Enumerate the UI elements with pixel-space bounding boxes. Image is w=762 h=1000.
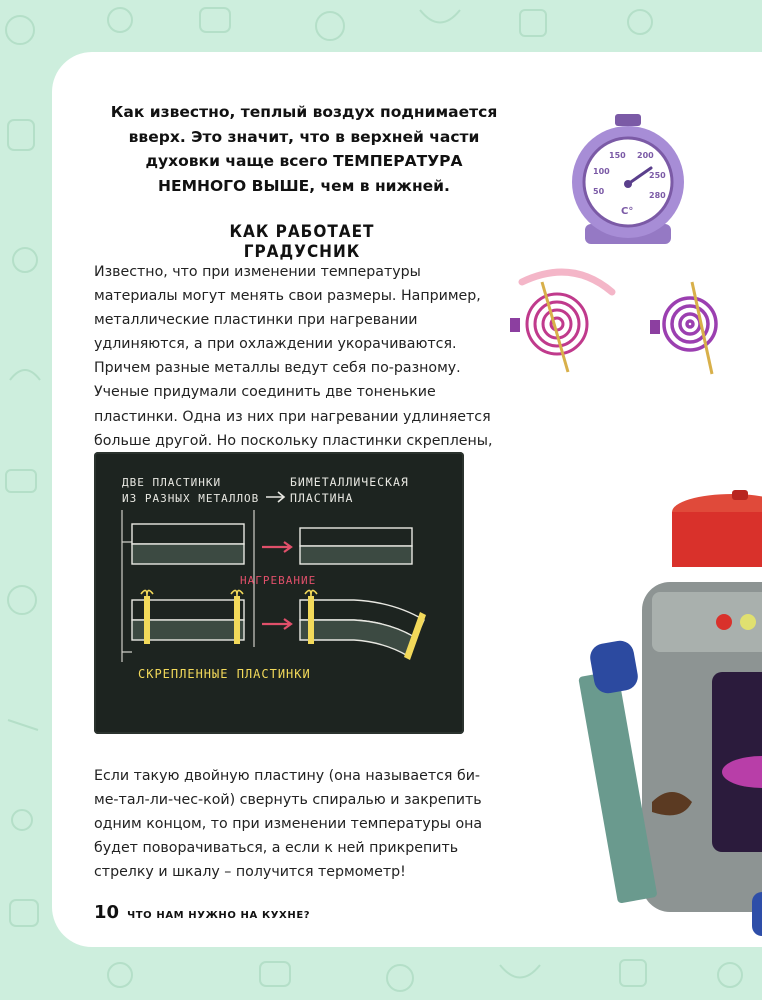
section-heading: КАК РАБОТАЕТ ГРАДУСНИК (229, 222, 375, 262)
intro-text (104, 100, 504, 198)
intro-text-end: , чем в нижней. (309, 176, 450, 195)
clip-bent-left (308, 596, 314, 644)
label-leader-line (122, 510, 132, 662)
bimetal-diagram-board (94, 452, 464, 734)
bimetal-plate-upper (300, 528, 412, 546)
intro-text-start: Как известно, теплый воздух поднимается вверх. Это значит, что в верхней части духовки чаще всего (110, 103, 498, 171)
page-sheet (52, 52, 762, 947)
label-bimetal-line2: ПЛАСТИНА (290, 491, 354, 505)
bimetal-diagram (94, 452, 464, 734)
plate-top-left-lower (132, 544, 244, 564)
arrow-right-icon (262, 542, 291, 552)
label-bimetal-line1: БИМЕТАЛЛИЧЕСКАЯ (290, 475, 409, 489)
paragraph-2: Если такую двойную пластину (она называется би-ме-тал-ли-чес-кой) свернуть спиралью и закрепить одним концом, то при изменении температуры она будет поворачиваться, а если к ней прикрепить стрелку и шкалу – получится термометр! (94, 768, 483, 881)
clip-bow-icon (141, 590, 153, 596)
scale-tick: 100 (593, 167, 610, 176)
label-heating: НАГРЕВАНИЕ (240, 574, 317, 587)
bent-plate-lower (300, 620, 416, 656)
plate-top-left-upper (132, 524, 244, 544)
page-number: 10 (94, 902, 120, 923)
pointer-arrow-icon (266, 492, 284, 502)
label-two-plates-line1: ДВЕ ПЛАСТИНКИ (122, 476, 222, 489)
clip-right (234, 596, 240, 644)
arrow-right-icon (262, 619, 291, 629)
clip-bow-icon (305, 590, 317, 596)
label-fastened: СКРЕПЛЕННЫЕ ПЛАСТИНКИ (138, 667, 311, 681)
spiral-illustration (502, 262, 762, 382)
scale-unit: C° (621, 206, 634, 217)
clip-left (144, 596, 150, 644)
stove-illustration (552, 482, 762, 947)
oven-thermometer-illustration (557, 112, 707, 257)
scale-tick: 200 (637, 151, 654, 160)
scale-tick: 50 (593, 187, 605, 196)
paragraph-1: Известно, что при изменении температуры материалы могут менять свои размеры. Например, металлические пластинки при нагревании удлиняются, а при охлаждении укорачиваются. Причем разные металлы ведут себя по-разному. Ученые придумали соединить две тоненькие пластинки. Одна из них при нагревании удлиняется больше другой. Но поскольку пластинки скреплены, (94, 264, 493, 449)
scale-tick: 150 (609, 151, 626, 160)
page-footer (94, 902, 310, 923)
scale-tick: 280 (649, 191, 666, 200)
clip-bow-icon (231, 590, 243, 596)
intro-text-emphasis: ТЕМПЕРАТУРА НЕМНОГО ВЫШЕ (158, 152, 463, 195)
bimetal-plate-lower (300, 546, 412, 564)
label-two-plates-line2: ИЗ РАЗНЫХ МЕТАЛЛОВ (122, 492, 260, 505)
footer-title: ЧТО НАМ НУЖНО НА КУХНЕ? (127, 910, 311, 921)
scale-tick: 250 (649, 171, 666, 180)
